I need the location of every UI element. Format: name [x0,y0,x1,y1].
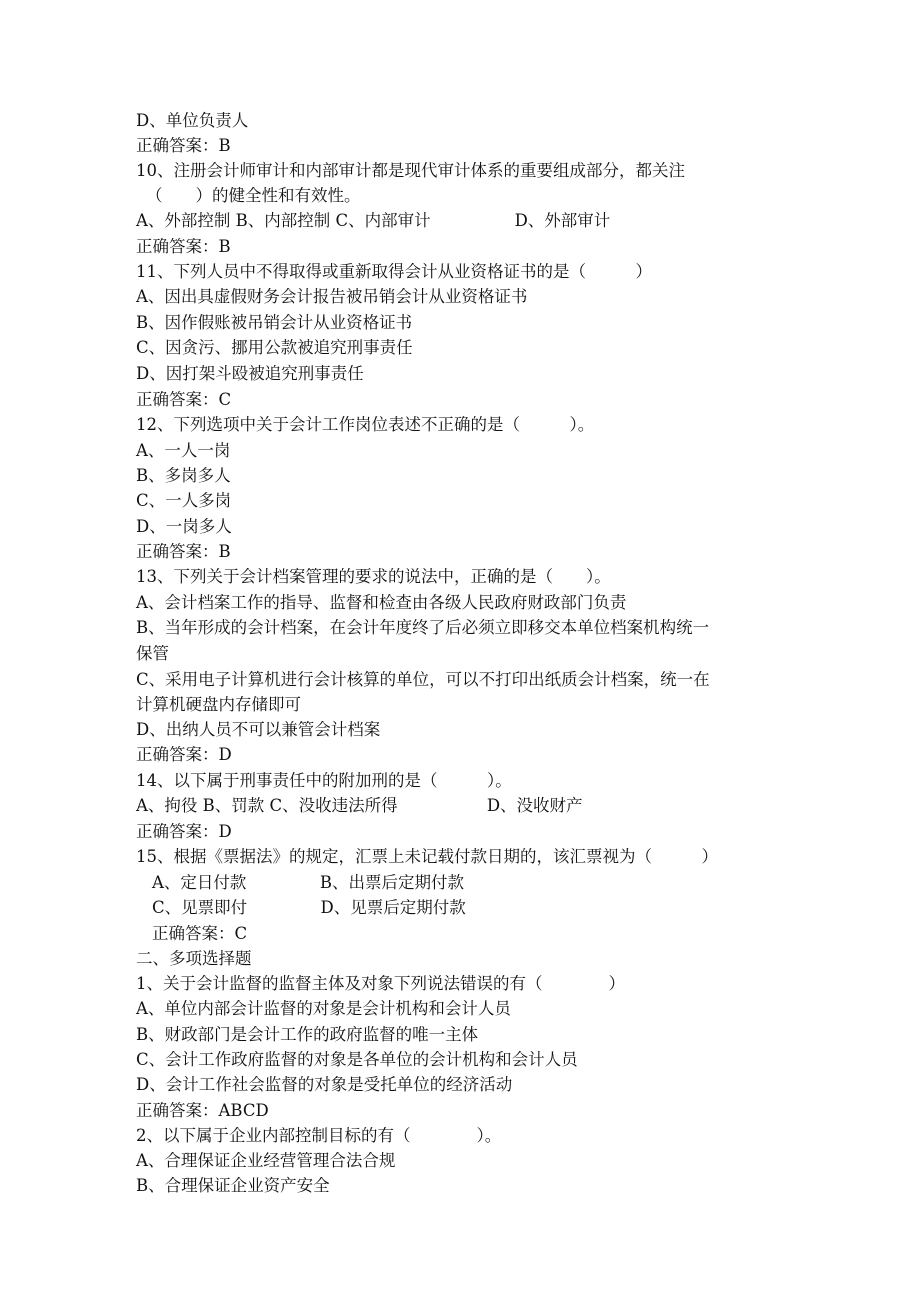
option-line: C、见票即付 D、见票后定期付款 [152,898,466,917]
option-line: B、合理保证企业资产安全 [136,1176,330,1195]
option-line: D、一岗多人 [136,517,232,536]
text-line: 计算机硬盘内存储即可 [136,695,301,714]
answer-line: 正确答案：C [152,924,248,943]
option-line: A、定日付款 B、出票后定期付款 [152,873,464,892]
question-line: 2、以下属于企业内部控制目标的有（ ）。 [136,1126,502,1145]
option-line: C、采用电子计算机进行会计核算的单位，可以不打印出纸质会计档案，统一在 [136,670,710,689]
question-line: 13、下列关于会计档案管理的要求的说法中，正确的是（ ）。 [136,567,611,586]
option-line: C、一人多岗 [136,491,232,510]
answer-line: 正确答案：D [136,822,232,841]
option-line: B、财政部门是会计工作的政府监督的唯一主体 [136,1025,479,1044]
option-line: A、单位内部会计监督的对象是会计机构和会计人员 [136,999,511,1018]
option-line: A、合理保证企业经营管理合法合规 [136,1151,396,1170]
answer-line: 正确答案：ABCD [136,1101,269,1120]
option-line: D、因打架斗殴被追究刑事责任 [136,364,364,383]
option-line: B、多岗多人 [136,466,231,485]
option-line: A、拘役 B、罚款 C、没收违法所得 D、没收财产 [136,796,583,815]
answer-line: 正确答案：B [136,237,231,256]
answer-line: 正确答案：B [136,542,231,561]
answer-line: 正确答案：D [136,745,232,764]
text-line: D、单位负责人 [136,111,249,130]
option-line: A、会计档案工作的指导、监督和检查由各级人民政府财政部门负责 [136,593,627,612]
answer-line: 正确答案：C [136,390,232,409]
option-line: A、一人一岗 [136,441,231,460]
section-heading: 二、多项选择题 [136,949,252,968]
question-line: 10、注册会计师审计和内部审计都是现代审计体系的重要组成部分，都关注 [136,161,685,180]
option-line: A、外部控制 B、内部控制 C、内部审计 D、外部审计 [136,211,611,230]
option-line: B、因作假账被吊销会计从业资格证书 [136,313,413,332]
question-line: 15、根据《票据法》的规定，汇票上未记载付款日期的，该汇票视为（ ） [136,847,718,866]
question-line: 12、下列选项中关于会计工作岗位表述不正确的是（ ）。 [136,415,595,434]
option-line: A、因出具虚假财务会计报告被吊销会计从业资格证书 [136,287,528,306]
option-line: D、会计工作社会监督的对象是受托单位的经济活动 [136,1075,513,1094]
question-line: 1、关于会计监督的监督主体及对象下列说法错误的有（ ） [136,974,625,993]
option-line: C、因贪污、挪用公款被追究刑事责任 [136,338,413,357]
question-line: 14、以下属于刑事责任中的附加刑的是（ ）。 [136,771,512,790]
option-line: D、出纳人员不可以兼管会计档案 [136,720,381,739]
option-line: B、当年形成的会计档案，在会计年度终了后必须立即移交本单位档案机构统一 [136,618,710,637]
answer-line: 正确答案：B [136,136,231,155]
text-line: 保管 [136,644,169,663]
option-line: C、会计工作政府监督的对象是各单位的会计机构和会计人员 [136,1050,578,1069]
text-line: （ ）的健全性和有效性。 [146,186,361,205]
question-line: 11、下列人员中不得取得或重新取得会计从业资格证书的是（ ） [136,262,652,281]
